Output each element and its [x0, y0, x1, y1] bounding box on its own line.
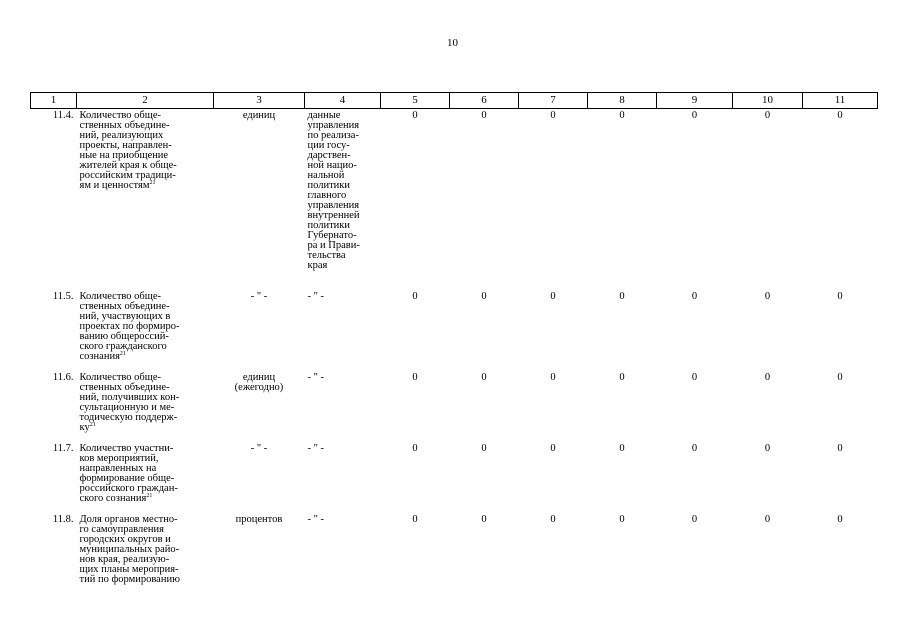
table-row	[31, 109, 878, 291]
value-cell: 0	[691, 514, 698, 525]
header-cell: 3	[214, 93, 305, 109]
table-row	[31, 290, 878, 371]
name-line: ванию общероссий-	[79, 331, 169, 342]
value-cell: 0	[619, 514, 625, 525]
header-cell: 10	[733, 93, 803, 109]
value-cell: 0	[550, 514, 556, 525]
name-line: ского сознания	[79, 493, 147, 504]
header-cell: 9	[657, 93, 733, 109]
name-line: нов края, реализую-	[79, 554, 170, 565]
source-line: политики	[307, 180, 351, 191]
value-cell: 0	[764, 372, 771, 383]
value-cell: 0	[691, 110, 698, 121]
name-line: формирование обще-	[79, 473, 175, 484]
unit-line: - " -	[250, 443, 268, 454]
source-line: по реализа-	[307, 130, 359, 141]
name-line: ского гражданского	[79, 341, 167, 352]
value-cell: 0	[691, 372, 698, 383]
value-cell: 0	[481, 291, 487, 302]
indicator-name-cell	[77, 109, 214, 291]
indicator-name-cell	[77, 290, 214, 371]
indicator-name-cell	[77, 513, 214, 595]
name-line: сультационную и ме-	[79, 402, 175, 413]
header-cell: 7	[519, 93, 588, 109]
value-cell: 0	[691, 443, 698, 454]
header-cell: 5	[381, 93, 450, 109]
unit-cell	[214, 290, 305, 371]
source-line: - " -	[307, 372, 325, 383]
name-line: ний, реализующих	[79, 130, 164, 141]
source-line: управления	[307, 120, 360, 131]
value-cell: 0	[837, 372, 843, 383]
table-row	[31, 513, 878, 595]
value-cell: 0	[412, 443, 418, 454]
header-cell: 4	[305, 93, 381, 109]
source-line: внутренней	[307, 210, 360, 221]
indicator-name-cell	[77, 442, 214, 513]
value-cell: 0	[619, 372, 625, 383]
name-line: направленных на	[79, 463, 157, 474]
name-line: ний, получивших кон-	[79, 392, 180, 403]
source-line: ра и Прави-	[307, 240, 360, 251]
value-cell: 0	[837, 291, 843, 302]
name-line: ку	[79, 422, 90, 433]
name-line: Количество участни-	[79, 443, 174, 454]
value-cell: 0	[764, 110, 771, 121]
name-line: российского граждан-	[79, 483, 178, 494]
row-number-cell: 11.6.	[52, 372, 74, 383]
name-line: Доля органов местно-	[79, 514, 178, 525]
name-line: ков мероприятий,	[79, 453, 159, 464]
value-cell: 0	[550, 291, 556, 302]
row-number-cell: 11.8.	[52, 514, 74, 525]
source-line: данные	[307, 110, 341, 121]
value-cell: 0	[837, 110, 843, 121]
value-cell: 0	[481, 372, 487, 383]
source-cell	[305, 513, 381, 595]
name-line: тий по формированию	[79, 574, 180, 585]
name-line: ственных объедине-	[79, 120, 170, 131]
source-line: Губернато-	[307, 230, 357, 241]
value-cell: 0	[619, 291, 625, 302]
value-cell: 0	[550, 372, 556, 383]
source-line: ной нацио-	[307, 160, 357, 171]
value-cell: 0	[764, 443, 771, 454]
name-line: ям и ценностям	[79, 180, 150, 191]
name-line: проектах по формиро-	[79, 321, 180, 332]
source-line: - " -	[307, 514, 325, 525]
value-cell: 0	[764, 514, 771, 525]
source-cell	[305, 109, 381, 291]
unit-line: единиц	[242, 110, 276, 121]
unit-cell	[214, 371, 305, 442]
name-line: тодическую поддерж-	[79, 412, 178, 423]
name-line: жителей края к обще-	[79, 160, 177, 171]
name-line: го самоуправления	[79, 524, 164, 535]
row-number-cell: 11.5.	[52, 291, 74, 302]
table-row	[31, 371, 878, 442]
name-line: городских округов и	[79, 534, 171, 545]
name-line: сознания	[79, 351, 120, 362]
footnote-mark: 21	[119, 351, 126, 357]
footnote-mark: 21	[149, 180, 156, 186]
name-line: проекты, направлен-	[79, 140, 172, 151]
value-cell: 0	[550, 110, 556, 121]
row-number-cell: 11.7.	[52, 443, 74, 454]
source-line: нальной	[307, 170, 345, 181]
source-cell	[305, 290, 381, 371]
unit-line: процентов	[235, 514, 283, 525]
footnote-mark: 21	[89, 422, 96, 428]
row-number-cell: 11.4.	[52, 110, 74, 121]
footnote-mark: 21	[146, 493, 153, 499]
source-line: - " -	[307, 443, 325, 454]
value-cell: 0	[691, 291, 698, 302]
value-cell: 0	[550, 443, 556, 454]
source-line: дарствен-	[307, 150, 351, 161]
value-cell: 0	[412, 291, 418, 302]
source-line: ции госу-	[307, 140, 350, 151]
unit-cell	[214, 513, 305, 595]
value-cell: 0	[412, 514, 418, 525]
value-cell: 0	[837, 443, 843, 454]
header-cell: 6	[450, 93, 519, 109]
page-number: 10	[447, 37, 458, 49]
table-header-row	[31, 93, 878, 109]
unit-cell	[214, 109, 305, 291]
value-cell: 0	[837, 514, 843, 525]
name-line: ний, участвующих в	[79, 311, 171, 322]
header-cell: 1	[31, 93, 77, 109]
value-cell: 0	[412, 110, 418, 121]
name-line: ственных объедине-	[79, 301, 170, 312]
indicator-name-cell	[77, 371, 214, 442]
source-line: края	[307, 260, 328, 271]
header-cell: 11	[803, 93, 878, 109]
source-line: - " -	[307, 291, 325, 302]
source-line: политики	[307, 220, 351, 231]
name-line: Количество обще-	[79, 372, 161, 383]
source-line: тельства	[307, 250, 346, 261]
value-cell: 0	[412, 372, 418, 383]
value-cell: 0	[481, 514, 487, 525]
name-line: щих планы мероприя-	[79, 564, 179, 575]
source-line: главного	[307, 190, 347, 201]
name-line: Количество обще-	[79, 291, 161, 302]
value-cell: 0	[764, 291, 771, 302]
unit-line: - " -	[250, 291, 268, 302]
table-row	[31, 442, 878, 513]
value-cell: 0	[481, 443, 487, 454]
name-line: Количество обще-	[79, 110, 161, 121]
header-cell: 8	[588, 93, 657, 109]
name-line: ственных объедине-	[79, 382, 170, 393]
source-cell	[305, 371, 381, 442]
unit-line: (ежегодно)	[234, 382, 284, 393]
name-line: муниципальных райо-	[79, 544, 180, 555]
name-line: российским традици-	[79, 170, 176, 181]
source-line: управления	[307, 200, 360, 211]
source-cell	[305, 442, 381, 513]
value-cell: 0	[619, 443, 625, 454]
indicators-table	[30, 92, 878, 595]
value-cell: 0	[481, 110, 487, 121]
header-cell: 2	[77, 93, 214, 109]
name-line: ные на приобщение	[79, 150, 169, 161]
unit-cell	[214, 442, 305, 513]
value-cell: 0	[619, 110, 625, 121]
unit-line: единиц	[242, 372, 276, 383]
